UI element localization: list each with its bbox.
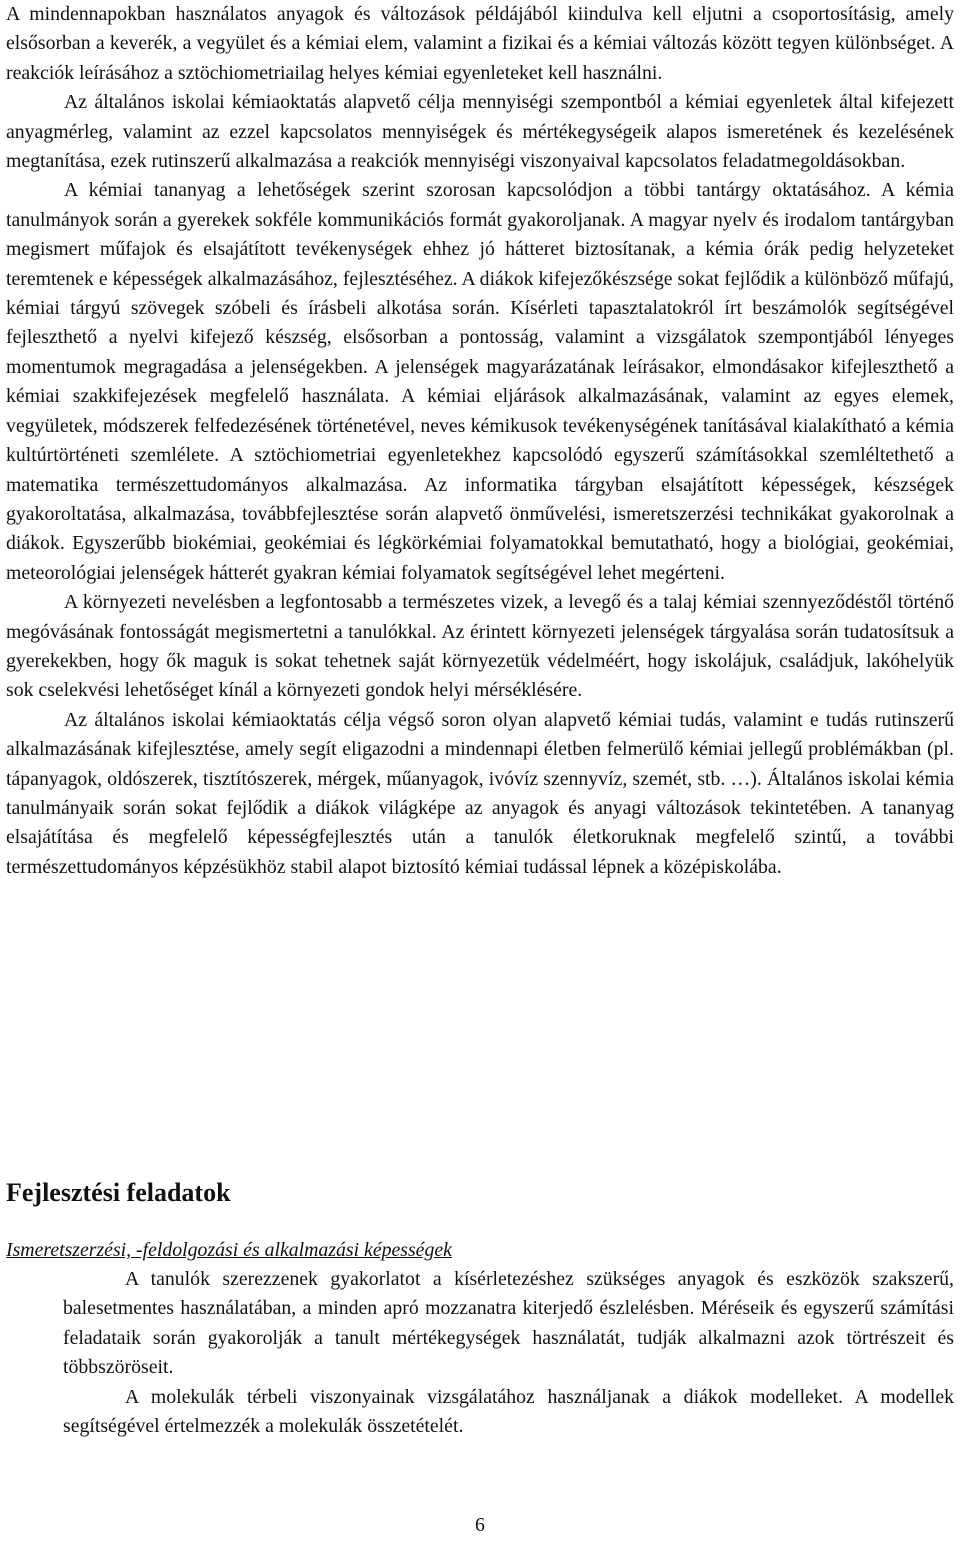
intro-paragraph: A mindennapokban használatos anyagok és változások példájából kiindulva kell eljutni a csoportosításig, amely elsősorban a keverék, a vegyület és a kémiai elem, valamint a fizikai és a kémiai változás között tegyen különbséget. A reakciók leírásához a sztöchiometriailag helyes kémiai egyenleteket kell használni. (6, 3, 954, 84)
paragraph-interdisciplinary: A kémiai tananyag a lehetőségek szerint szorosan kapcsolódjon a többi tantárgy oktatásához. A kémia tanulmányok során a gyerekek sokféle kommunikációs formát gyakoroljanak. A magyar nyelv és irodalom tantárgyban megismert műfajok és elsajátított tevékenységek ehhez jó hátteret biztosítanak, a kémia órák pedig helyzeteket teremtenek e képességek alkalmazásához, fejlesztéséhez. A diákok kifejezőkészsége sokat fejlődik a különböző műfajú, kémiai tárgyú szövegek szóbeli és írásbeli alkotása során. Kísérleti tapasztalatokról írt beszámolók segítségével fejleszthető a nyelvi kifejező készség, elsősorban a pontosság, valamint a vizsgálatok szempontjából lényeges momentumok megragadása a jelenségekben. A jelenségek magyarázatának leírásakor, elmondásakor kifejleszthető a kémiai szakkifejezések megfelelő használata. A kémiai eljárások alkalmazásának, valamint az egyes elemek, vegyületek, módszerek felfedezésének történetével, neves kémikusok tevékenységének tanításával kialakítható a kémia kultúrtörténeti szemlélete. A sztöchiometriai egyenletekhez kapcsolódó egyszerű számításokkal szemléltethető a matematika természettudományos alkalmazása. Az informatika tárgyban elsajátított képességek, készségek gyakoroltatása, alkalmazása, továbbfejlesztése során alapvető önművelési, ismeretszerzési technikákat gyakorolnak a diákok. Egyszerűbb biokémiai, geokémiai és légkörkémiai folyamatokkal bemutatható, hogy a biológiai, geokémiai, meteorológiai jelenségek hátterét gyakran kémiai folyamatok segítségével lehet megérteni. (6, 179, 954, 584)
sub-paragraph-experiments: A tanulók szerezzenek gyakorlatot a kísérletezéshez szükséges anyagok és eszközök szakszerű, balesetmentes használatában, a minden apró mozzanatra kiterjedő észlelésben. Méréseik és egyszerű számítási feladataik során gyakorolják a tanult mértékegységek használatát, tudják alkalmazni azok törtrészeit és többszöröseit. (63, 1268, 954, 1379)
sub-paragraph-models: A molekulák térbeli viszonyainak vizsgálatához használjanak a diákok modelleket. A modellek segítségével értelmezzék a molekulák összetételét. (63, 1385, 954, 1438)
paragraph-environment: A környezeti nevelésben a legfontosabb a természetes vizek, a levegő és a talaj kémiai szennyeződéstől történő megóvásának fontosságát megismertetni a tanulókkal. Az érintett környezeti jelenségek tárgyalása során tudatosítsuk a gyerekekben, hogy ők maguk is sokat tehetnek saját környezetük védelméért, hogy iskolájuk, családjuk, lakóhelyük sok cselekvési lehetőséget kínál a környezeti gondok helyi mérséklésére. (6, 591, 954, 702)
page-number: 6 (475, 1514, 485, 1536)
subsection-title: Ismeretszerzési, -feldolgozási és alkalmazási képességek (6, 1239, 452, 1261)
section-title: Fejlesztési feladatok (6, 1178, 231, 1207)
paragraph-goals: Az általános iskolai kémiaoktatás alapvető célja mennyiségi szempontból a kémiai egyenletek által kifejezett anyagmérleg, valamint az ezzel kapcsolatos mennyiségek és mértékegységeik alapos ismeretének és kezelésének megtanítása, ezek rutinszerű alkalmazása a reakciók mennyiségi viszonyaival kapcsolatos feladatmegoldásokban. (6, 91, 954, 173)
main-text-block (6, 0, 954, 882)
paragraph-final-goal: Az általános iskolai kémiaoktatás célja végső soron olyan alapvető kémiai tudás, valamint e tudás rutinszerű alkalmazásának kifejlesztése, amely segít eligazodni a mindennapi életben felmerülő kémiai jellegű problémákban (pl. tápanyagok, oldószerek, tisztítószerek, mérgek, műanyagok, ivóvíz szennyvíz, szemét, stb. …). Általános iskolai kémia tanulmányaik során sokat fejlődik a diákok világképe az anyagok és anyagi változások tekintetében. A tananyag elsajátítása és megfelelő képességfejlesztés után a tanulók életkoruknak megfelelő szintű, a további természettudományos képzésükhöz stabil alapot biztosító kémiai tudással lépnek a középiskolába. (6, 708, 954, 878)
subsection-text-block (63, 1265, 954, 1441)
